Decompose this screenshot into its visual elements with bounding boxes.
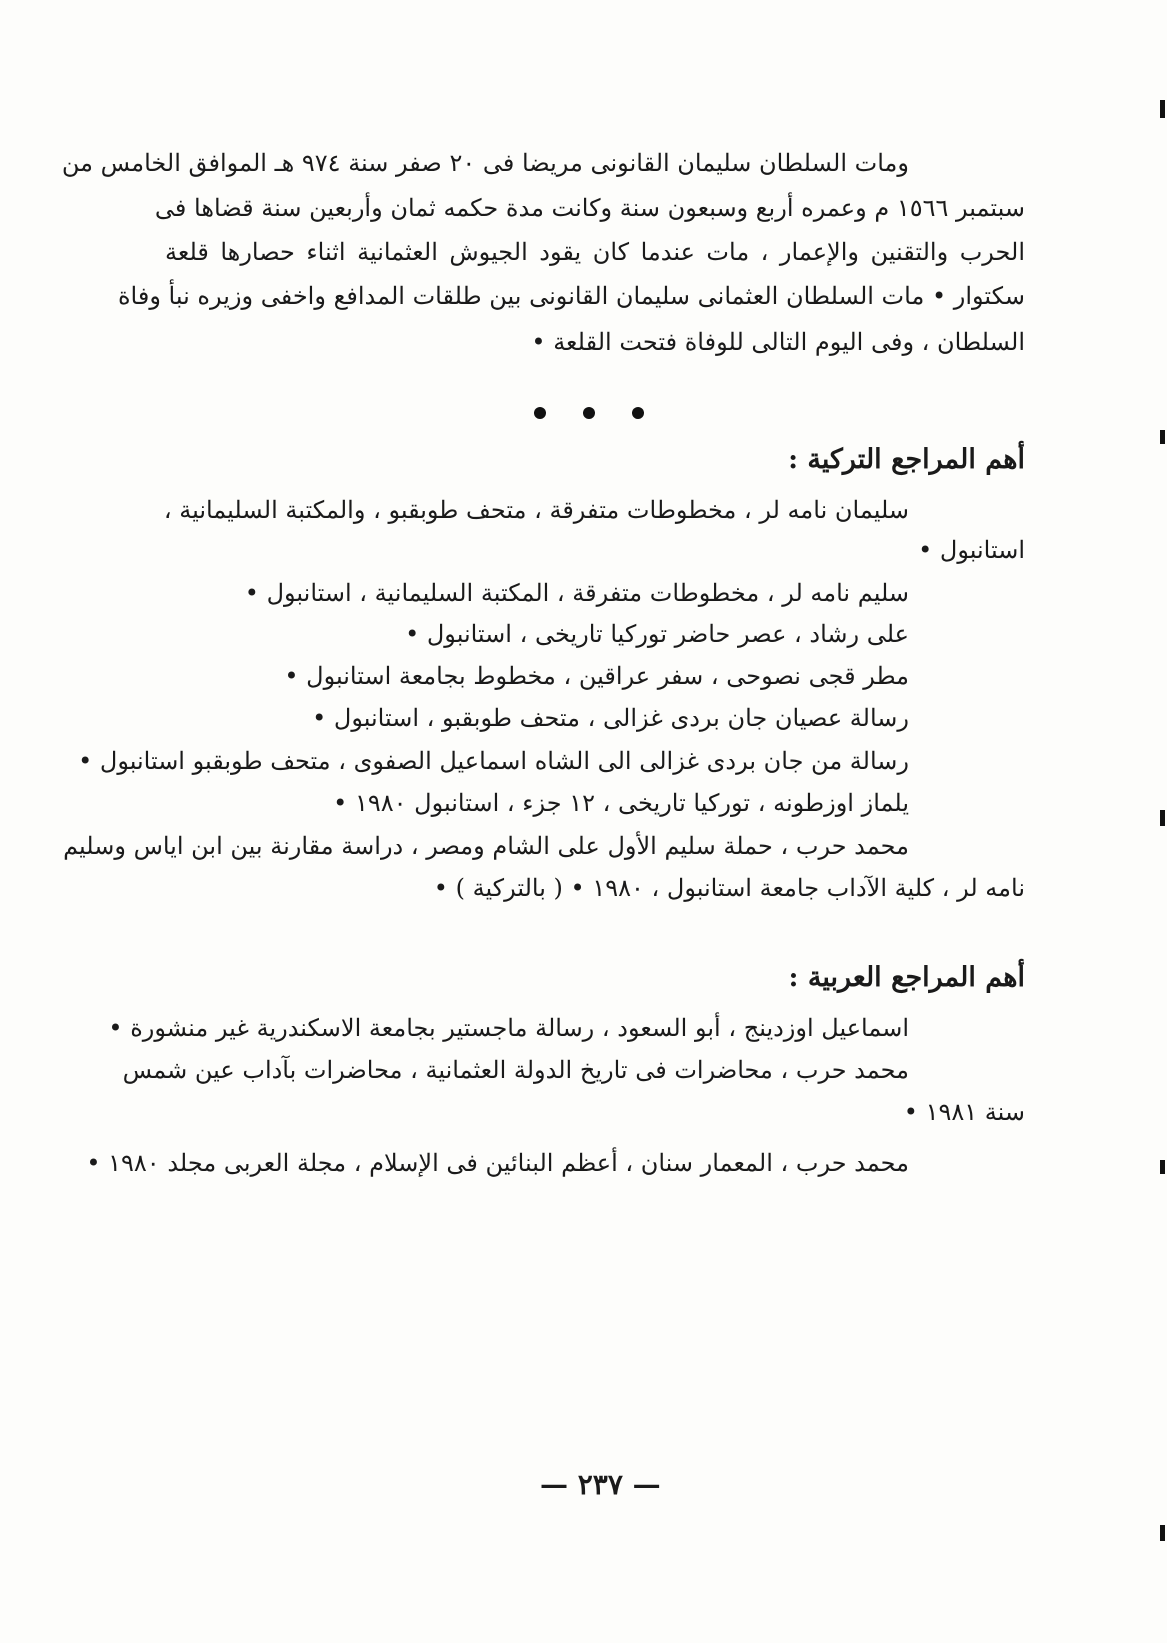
separator-dot <box>632 407 644 419</box>
turkish-ref-5: رسالة عصيان جان بردى غزالى ، متحف طوبقبو ، استانبول • <box>312 704 909 732</box>
turkish-ref-7: يلماز اوزطونه ، توركيا تاريخى ، ١٢ جزء ، استانبول ١٩٨٠ • <box>333 789 909 817</box>
turkish-ref-3: على رشاد ، عصر حاضر توركيا تاريخى ، استانبول • <box>405 620 909 648</box>
turkish-ref-8: محمد حرب ، حملة سليم الأول على الشام ومصر ، دراسة مقارنة بين ابن اياس وسليم <box>63 832 909 860</box>
turkish-ref-1: سليمان نامه لر ، مخطوطات متفرقة ، متحف طوبقبو ، والمكتبة السليمانية ، <box>163 496 909 524</box>
turkish-refs-heading: أهم المراجع التركية : <box>788 444 1025 475</box>
intro-line-5: السلطان ، وفى اليوم التالى للوفاة فتحت القلعة • <box>531 328 1025 356</box>
intro-line-3: الحرب والتقنين والإعمار ، مات عندما كان يقود الجيوش العثمانية اثناء حصارها قلعة <box>165 238 1025 266</box>
separator-dot <box>534 407 546 419</box>
arabic-ref-2-cont: سنة ١٩٨١ • <box>903 1098 1025 1126</box>
scan-edge-mark <box>1160 810 1165 826</box>
turkish-ref-8-cont: نامه لر ، كلية الآداب جامعة استانبول ، ١٩٨٠ • ( بالتركية ) • <box>433 874 1025 902</box>
turkish-ref-1-cont: استانبول • <box>918 536 1025 564</box>
arabic-ref-1: اسماعيل اوزدينج ، أبو السعود ، رسالة ماجستير بجامعة الاسكندرية غير منشورة • <box>108 1014 909 1042</box>
intro-line-2: سبتمبر ١٥٦٦ م وعمره أربع وسبعون سنة وكانت مدة حكمه ثمان وأربعين سنة قضاها فى <box>154 194 1025 222</box>
intro-line-4: سكتوار • مات السلطان العثمانى سليمان القانونى بين طلقات المدافع واخفى وزيره نبأ وفاة <box>117 282 1025 310</box>
arabic-ref-3: محمد حرب ، المعمار سنان ، أعظم البنائين فى الإسلام ، مجلة العربى مجلد ١٩٨٠ • <box>86 1149 909 1177</box>
arabic-refs-heading: أهم المراجع العربية : <box>788 962 1025 993</box>
turkish-ref-4: مطر قجى نصوحى ، سفر عراقين ، مخطوط بجامعة استانبول • <box>284 662 909 690</box>
separator-dot <box>583 407 595 419</box>
scan-edge-mark <box>1160 100 1165 118</box>
page-number: — ٢٣٧ — <box>540 1468 661 1501</box>
turkish-ref-6: رسالة من جان بردى غزالى الى الشاه اسماعيل الصفوى ، متحف طوبقبو استانبول • <box>78 747 909 775</box>
turkish-ref-2: سليم نامه لر ، مخطوطات متفرقة ، المكتبة السليمانية ، استانبول • <box>244 579 909 607</box>
intro-line-1: ومات السلطان سليمان القانونى مريضا فى ٢٠ صفر سنة ٩٧٤ هـ الموافق الخامس من <box>61 149 909 177</box>
scan-edge-mark <box>1160 430 1165 444</box>
scan-edge-mark <box>1160 1160 1165 1174</box>
section-separator <box>530 403 650 423</box>
scan-edge-mark <box>1160 1525 1165 1541</box>
arabic-ref-2: محمد حرب ، محاضرات فى تاريخ الدولة العثمانية ، محاضرات بآداب عين شمس <box>122 1056 909 1084</box>
